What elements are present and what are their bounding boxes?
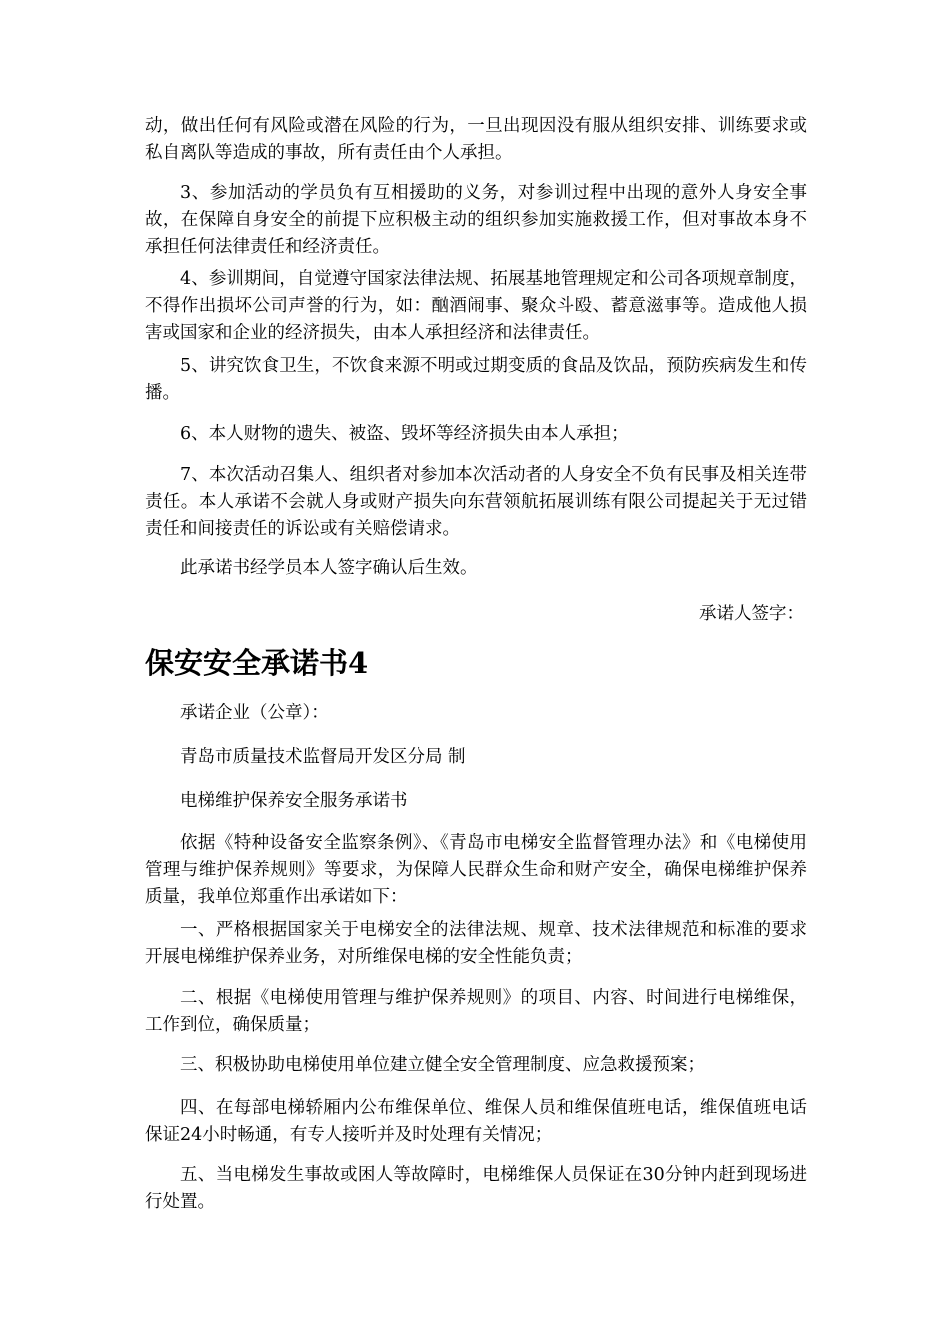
- paragraph-basis: 依据《特种设备安全监察条例》、《青岛市电梯安全监督管理办法》和《电梯使用管理与维护保养规则》等要求，为保障人民群众生命和财产安全，确保电梯维护保养质量，我单位郑重作出承诺如下：: [145, 833, 807, 907]
- paragraph-item-7: 7、本次活动召集人、组织者对参加本次活动者的人身安全不负有民事及相关连带责任。本人承诺不会就人身或财产损失向东营领航拓展训练有限公司提起关于无过错责任和间接责任的诉讼或有关赔偿请求。: [145, 465, 807, 539]
- paragraph-item-4: 4、参训期间，自觉遵守国家法律法规、拓展基地管理规定和公司各项规章制度，不得作出损坏公司声誉的行为，如：酗酒闹事、聚众斗殴、蓄意滋事等。造成他人损害或国家和企业的经济损失，由本人承担经济和法律责任。: [145, 269, 807, 343]
- section-title: 保安安全承诺书4: [145, 646, 369, 680]
- paragraph-item-5: 5、讲究饮食卫生，不饮食来源不明或过期变质的食品及饮品，预防疾病发生和传播。: [145, 356, 807, 403]
- paragraph-item-6: 6、本人财物的遗失、被盗、毁坏等经济损失由本人承担；: [180, 424, 629, 444]
- paragraph-subtitle: 电梯维护保养安全服务承诺书: [180, 791, 408, 811]
- paragraph-issuer: 青岛市质量技术监督局开发区分局 制: [180, 747, 466, 767]
- paragraph-pledge-1: 一、严格根据国家关于电梯安全的法律法规、规章、技术法律规范和标准的要求开展电梯维护保养业务，对所维保电梯的安全性能负责；: [145, 920, 807, 967]
- paragraph-pledge-5: 五、当电梯发生事故或困人等故障时，电梯维保人员保证在30分钟内赶到现场进行处置。: [145, 1165, 807, 1212]
- paragraph-effective-note: 此承诺书经学员本人签字确认后生效。: [180, 558, 478, 578]
- paragraph-item-3: 3、参加活动的学员负有互相援助的义务，对参训过程中出现的意外人身安全事故，在保障自身安全的前提下应积极主动的组织参加实施救援工作，但对事故本身不承担任何法律责任和经济责任。: [145, 183, 807, 257]
- paragraph-enterprise-seal: 承诺企业（公章）：: [180, 703, 329, 723]
- paragraph-pledge-3: 三、积极协助电梯使用单位建立健全安全管理制度、应急救援预案；: [180, 1055, 705, 1075]
- paragraph-pledge-2: 二、根据《电梯使用管理与维护保养规则》的项目、内容、时间进行电梯维保，工作到位，确保质量；: [145, 988, 807, 1035]
- paragraph-continuation: 动，做出任何有风险或潜在风险的行为，一旦出现因没有服从组织安排、训练要求或私自离队等造成的事故，所有责任由个人承担。: [145, 116, 807, 163]
- signature-label: 承诺人签字：: [699, 604, 804, 624]
- paragraph-pledge-4: 四、在每部电梯轿厢内公布维保单位、维保人员和维保值班电话，维保值班电话保证24小时畅通，有专人接听并及时处理有关情况；: [145, 1098, 807, 1145]
